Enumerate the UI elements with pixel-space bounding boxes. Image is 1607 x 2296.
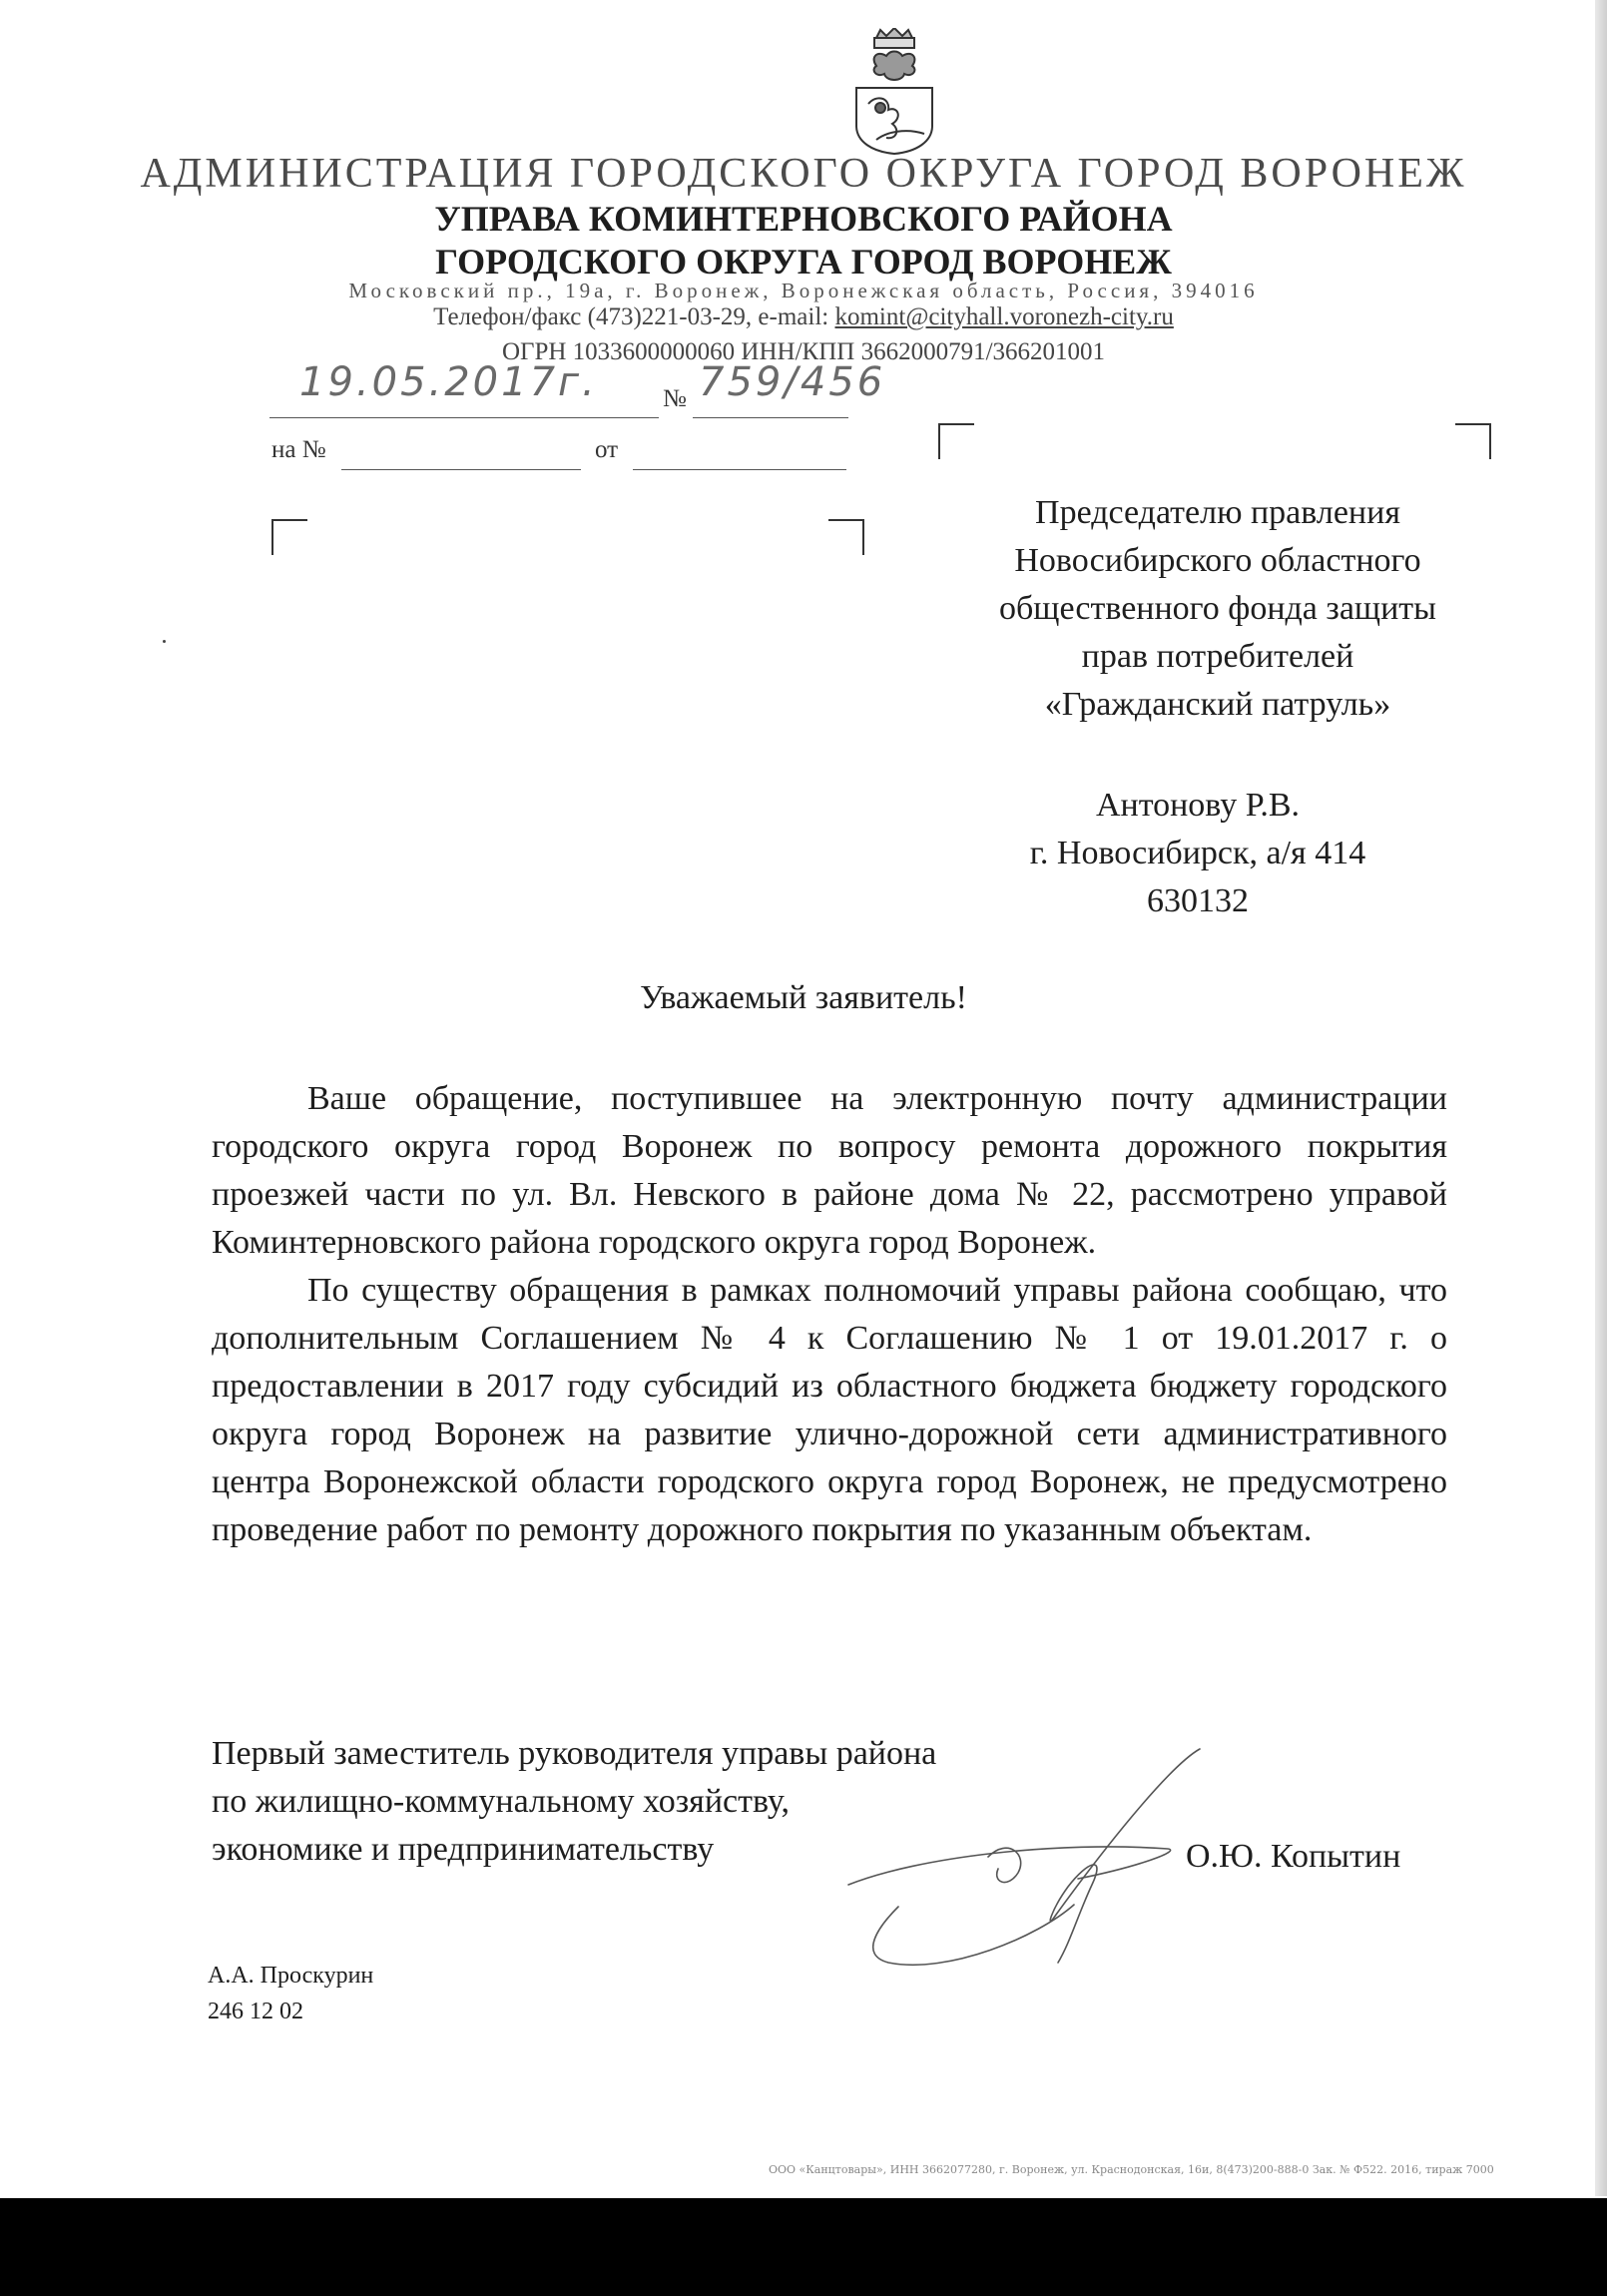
date-underline — [269, 417, 659, 418]
signatory-name: О.Ю. Копытин — [1186, 1838, 1401, 1875]
subject-bracket-top-left — [271, 519, 307, 555]
reply-number-label: на № — [271, 436, 326, 463]
paragraph-1: Ваше обращение, поступившее на электронную почту администрации городского округа город Воронеж по вопросу ремонта дорожного покрытия проезжей части по ул. Вл. Невского в районе дома № 22, рассмотрено управой Коминтерновского района городского округа город Воронеж. — [212, 1080, 1447, 1261]
subject-bracket-top-right — [828, 519, 864, 555]
scan-bottom-band — [0, 2198, 1607, 2296]
signatory-title-line: Первый заместитель руководителя управы района — [212, 1735, 937, 1772]
addressee-postcode: 630132 — [1147, 882, 1249, 919]
signatory-title-line: по жилищно-коммунальному хозяйству, — [212, 1783, 790, 1820]
addressee-line: Председателю правления — [1035, 494, 1400, 531]
reply-from-line — [633, 469, 846, 470]
coat-of-arms-icon — [846, 28, 942, 156]
contact-line — [0, 303, 1607, 331]
addressee-block — [898, 489, 1537, 729]
executor-phone: 246 12 02 — [208, 1999, 303, 2024]
handwritten-date: 19.05.2017г. — [299, 359, 598, 405]
addressee-name: Антонову Р.В. — [1095, 787, 1301, 824]
number-underline — [693, 417, 848, 418]
addressee-line: «Гражданский патруль» — [1044, 686, 1391, 723]
addressee-line: общественного фонда защиты — [998, 590, 1436, 627]
addressee-line: Новосибирского областного — [1014, 542, 1421, 579]
email-link[interactable]: komint@cityhall.voronezh-city.ru — [834, 303, 1174, 330]
postal-address: Московский пр., 19а, г. Воронеж, Воронежская область, Россия, 394016 — [348, 279, 1259, 302]
salutation: Уважаемый заявитель! — [640, 979, 967, 1016]
address-bracket-top-left — [938, 423, 974, 459]
addressee-line: прав потребителей — [1081, 638, 1354, 675]
scan-speck — [163, 640, 166, 643]
addressee-contact — [918, 782, 1477, 925]
signatory-title-line: экономике и предпринимательству — [212, 1831, 715, 1868]
letter-body — [212, 1075, 1447, 1554]
reply-number-line — [341, 469, 581, 470]
addressee-city: г. Новосибирск, а/я 414 — [1029, 835, 1366, 871]
signature-icon — [838, 1737, 1228, 1977]
department-title-line2: ГОРОДСКОГО ОКРУГА ГОРОД ВОРОНЕЖ — [435, 242, 1172, 282]
administration-title: АДМИНИСТРАЦИЯ ГОРОДСКОГО ОКРУГА ГОРОД ВОРОНЕЖ — [140, 151, 1467, 197]
department-title-line1: УПРАВА КОМИНТЕРНОВСКОГО РАЙОНА — [434, 199, 1173, 239]
phone-text: Телефон/факс (473)221-03-29, e-mail: — [433, 303, 835, 330]
reply-from-label: от — [595, 436, 619, 463]
address-bracket-top-right — [1455, 423, 1491, 459]
executor-block — [208, 1958, 373, 2029]
number-label: № — [663, 385, 687, 412]
paragraph-2: По существу обращения в рамках полномочий управы района сообщаю, что дополнительным Соглашением № 4 к Соглашению № 1 от 19.01.2017 г. о предоставлении в 2017 году субсидий из областного бюджета бюджету городского округа город Воронеж на развитие улично-дорожной сети административного центра Воронежской области городского округа город Воронеж, не предусмотрено проведение работ по ремонту дорожного покрытия по указанным объектам. — [212, 1272, 1447, 1548]
handwritten-number: 759/456 — [699, 359, 886, 405]
printer-footer: ООО «Канцтовары», ИНН 3662077280, г. Воронеж, ул. Краснодонская, 16и, 8(473)200-888-0 Зак. № Ф522. 2016, тираж 7000 — [769, 2163, 1494, 2176]
registration-numbers: ОГРН 1033600000060 ИНН/КПП 3662000791/366201001 — [501, 338, 1106, 365]
executor-name: А.А. Проскурин — [208, 1963, 374, 1989]
